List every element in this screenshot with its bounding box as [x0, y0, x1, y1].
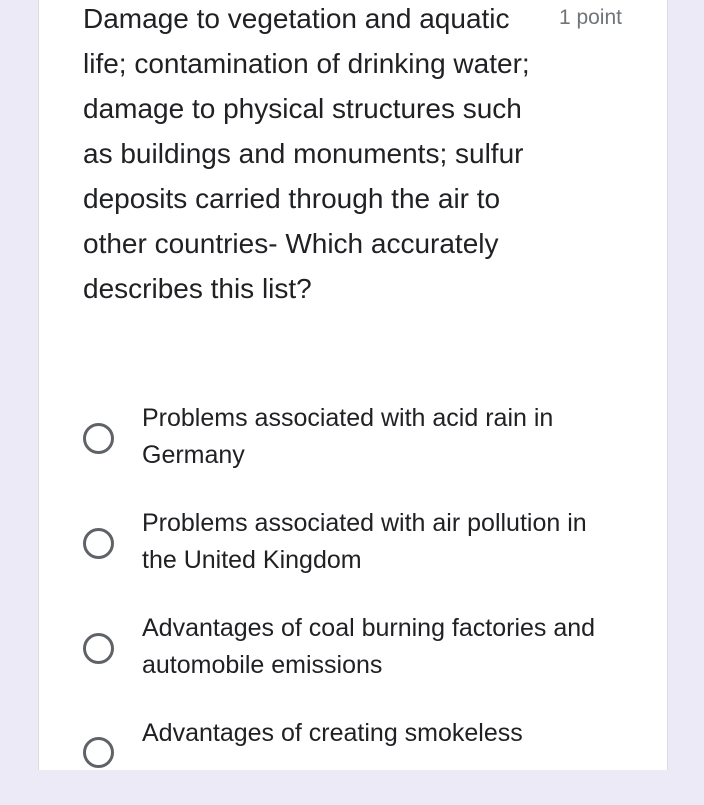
option-label[interactable]: Advantages of coal burning factories and automobile emissions [142, 614, 596, 679]
option-3[interactable] [0, 610, 704, 700]
option-label[interactable]: Advantages of creating smokeless [142, 719, 523, 747]
option-label[interactable]: Problems associated with acid rain in Germany [142, 404, 554, 469]
radio-button[interactable] [83, 737, 114, 768]
option-2[interactable] [0, 505, 704, 595]
points-label: 1 point [558, 6, 622, 29]
question-text: Damage to vegetation and aquatic life; contamination of drinking water; damage to physical structures such as buildings and monuments; sulfur deposits carried through the air to other countries- Which accurately describes this list? [83, 3, 530, 304]
option-1[interactable] [0, 400, 704, 490]
radio-button[interactable] [83, 528, 114, 559]
option-label[interactable]: Problems associated with air pollution in the United Kingdom [142, 509, 587, 574]
option-4[interactable] [0, 715, 704, 805]
radio-button[interactable] [83, 633, 114, 664]
radio-button[interactable] [83, 423, 114, 454]
